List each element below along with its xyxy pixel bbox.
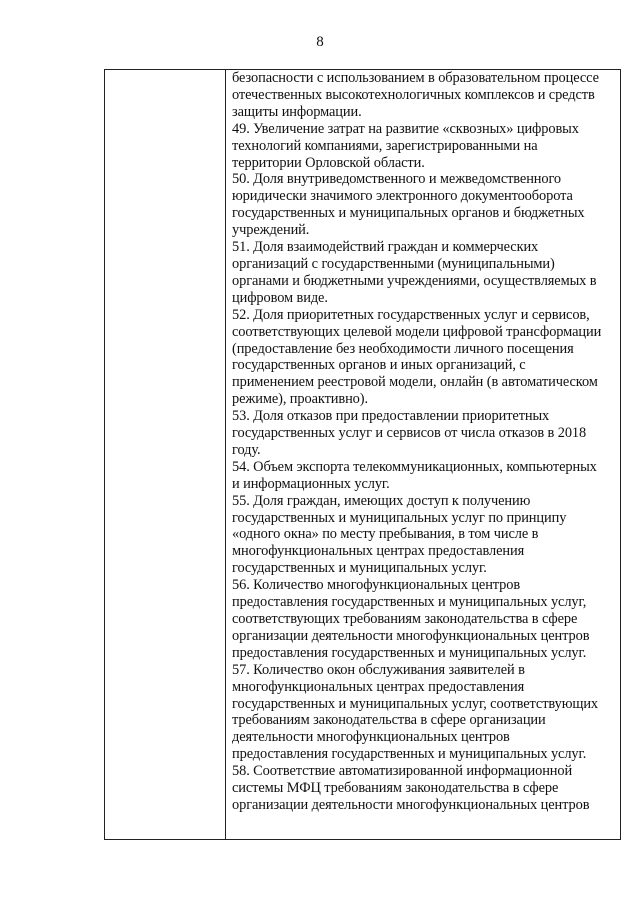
text-line: организации деятельности многофункциональных центров: [232, 796, 590, 813]
text-line: предоставления государственных и муниципальных услуг,: [232, 594, 587, 611]
text-line: 56. Количество многофункциональных центров: [232, 577, 521, 594]
text-line: цифровом виде.: [232, 289, 328, 306]
text-line: юридически значимого электронного документооборота: [232, 188, 573, 205]
text-line: соответствующих требованиям законодательства в сфере: [232, 611, 578, 627]
text-line: деятельности многофункциональных центров: [232, 729, 510, 746]
text-line: году.: [232, 441, 261, 458]
text-line: 57. Количество окон обслуживания заявителей в: [232, 661, 525, 678]
text-line: предоставления государственных и муниципальных услуг.: [232, 746, 587, 763]
indicators-list: [232, 70, 616, 814]
text-line: государственных и муниципальных органов и бюджетных: [232, 205, 585, 222]
text-line: «одного окна» по месту пребывания, в том числе в: [232, 526, 539, 543]
text-line: территории Орловской области.: [232, 154, 425, 171]
text-line: (предоставление без необходимости личного посещения: [232, 340, 574, 357]
table-cell-left: [105, 70, 226, 840]
page-number: 8: [316, 34, 324, 50]
text-line: 50. Доля внутриведомственного и межведомственного: [232, 171, 562, 188]
text-line: 49. Увеличение затрат на развитие «сквозных» цифровых: [232, 120, 579, 137]
text-line: системы МФЦ требованиям законодательства в сфере: [232, 780, 559, 797]
table-cell-right: [226, 70, 621, 840]
text-line: применением реестровой модели, онлайн (в автоматическом: [232, 374, 598, 391]
text-line: организации деятельности многофункциональных центров: [232, 627, 590, 644]
text-line: 51. Доля взаимодействий граждан и коммерческих: [232, 239, 539, 256]
text-line: защиты информации.: [232, 103, 362, 120]
table-row: [105, 70, 621, 840]
text-line: учреждений.: [232, 222, 310, 239]
text-line: государственных органов и иных организаций, с: [232, 357, 526, 374]
text-line: предоставления государственных и муниципальных услуг.: [232, 644, 587, 661]
text-line: многофункциональных центрах предоставления: [232, 678, 525, 695]
text-line: многофункциональных центрах предоставления: [232, 543, 525, 560]
text-line: 58. Соответствие автоматизированной информационной: [232, 763, 573, 780]
text-line: режиме), проактивно).: [232, 391, 368, 408]
text-line: требованиям законодательства в сфере организации: [232, 712, 546, 729]
text-line: отечественных высокотехнологичных комплексов и средств: [232, 86, 595, 103]
text-line: государственных и муниципальных услуг.: [232, 560, 487, 577]
text-line: 53. Доля отказов при предоставлении приоритетных: [232, 408, 550, 425]
text-line: государственных услуг и сервисов от числа отказов в 2018: [232, 425, 587, 442]
text-line: органами и бюджетными учреждениями, осуществляемых в: [232, 272, 597, 289]
text-line: государственных и муниципальных услуг по принципу: [232, 509, 567, 526]
text-line: 54. Объем экспорта телекоммуникационных, компьютерных: [232, 458, 597, 475]
text-line: соответствующих целевой модели цифровой трансформации: [232, 323, 602, 340]
text-line: организаций с государственными (муниципальными): [232, 255, 555, 272]
indicators-table: [104, 69, 621, 840]
text-line: 52. Доля приоритетных государственных услуг и сервисов,: [232, 306, 590, 323]
text-line: 55. Доля граждан, имеющих доступ к получению: [232, 492, 531, 509]
text-line: государственных и муниципальных услуг, соответствующих: [232, 695, 599, 712]
text-line: безопасности с использованием в образовательном процессе: [232, 70, 599, 86]
text-line: технологий компаниями, зарегистрированными на: [232, 137, 538, 154]
text-line: и информационных услуг.: [232, 475, 390, 492]
